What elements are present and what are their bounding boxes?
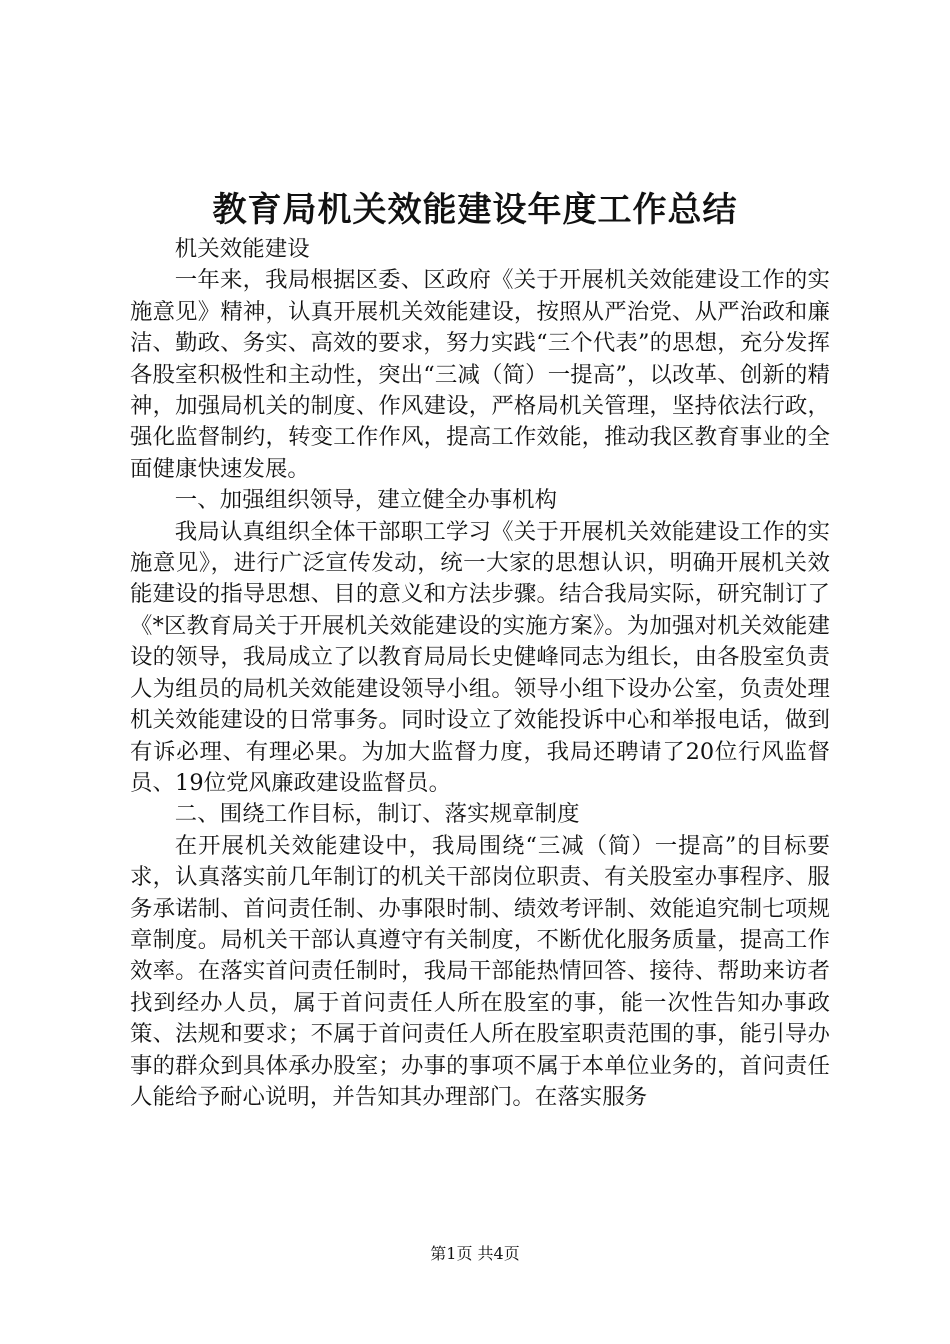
section-2-paragraph: 在开展机关效能建设中，我局围绕“三减（简）一提高”的目标要求，认真落实前几年制订的机关干部岗位职责、有关股室办事程序、服务承诺制、首问责任制、办事限时制、绩效考评制、效能追究制七项规章制度。局机关干部认真遵守有关制度，不断优化服务质量，提高工作效率。在落实首问责任制时，我局干部能热情回答、接待、帮助来访者找到经办人员，属于首问责任人所在股室的事，能一次性告知办事政策、法规和要求；不属于首问责任人所在股室职责范围的事，能引导办事的群众到具体承办股室；办事的事项不属于本单位业务的，首问责任人能给予耐心说明，并告知其办理部门。在落实服务 xyxy=(130,832,830,1110)
document-title: 教育局机关效能建设年度工作总结 xyxy=(212,190,738,230)
document-body xyxy=(130,234,830,1113)
intro-paragraph: 一年来，我局根据区委、区政府《关于开展机关效能建设工作的实施意见》精神，认真开展机关效能建设，按照从严治党、从严治政和廉洁、勤政、务实、高效的要求，努力实践“三个代表”的思想，充分发挥各股室积极性和主动性，突出“三减（简）一提高”，以改革、创新的精神，加强局机关的制度、作风建设，严格局机关管理，坚持依法行政，强化监督制约，转变工作作风，提高工作效能，推动我区教育事业的全面健康快速发展。 xyxy=(130,267,830,482)
section-heading-2: 二、围绕工作目标，制订、落实规章制度 xyxy=(174,801,580,828)
section-1-paragraph: 我局认真组织全体干部职工学习《关于开展机关效能建设工作的实施意见》，进行广泛宣传发动，统一大家的思想认识，明确开展机关效能建设的指导思想、目的意义和方法步骤。结合我局实际，研究制订了《*区教育局关于开展机关效能建设的实施方案》。为加强对机关效能建设的领导，我局成立了以教育局局长史健峰同志为组长，由各股室负责人为组员的局机关效能建设领导小组。领导小组下设办公室，负责处理机关效能建设的日常事务。同时设立了效能投诉中心和举报电话，做到有诉必理、有理必果。为加大监督力度，我局还聘请了20位行风监督员、19位党风廉政建设监督员。 xyxy=(130,518,830,796)
section-label: 机关效能建设 xyxy=(174,236,310,262)
page-number-footer: 第1页 共4页 xyxy=(430,1244,520,1263)
section-heading-1: 一、加强组织领导，建立健全办事机构 xyxy=(174,487,558,514)
